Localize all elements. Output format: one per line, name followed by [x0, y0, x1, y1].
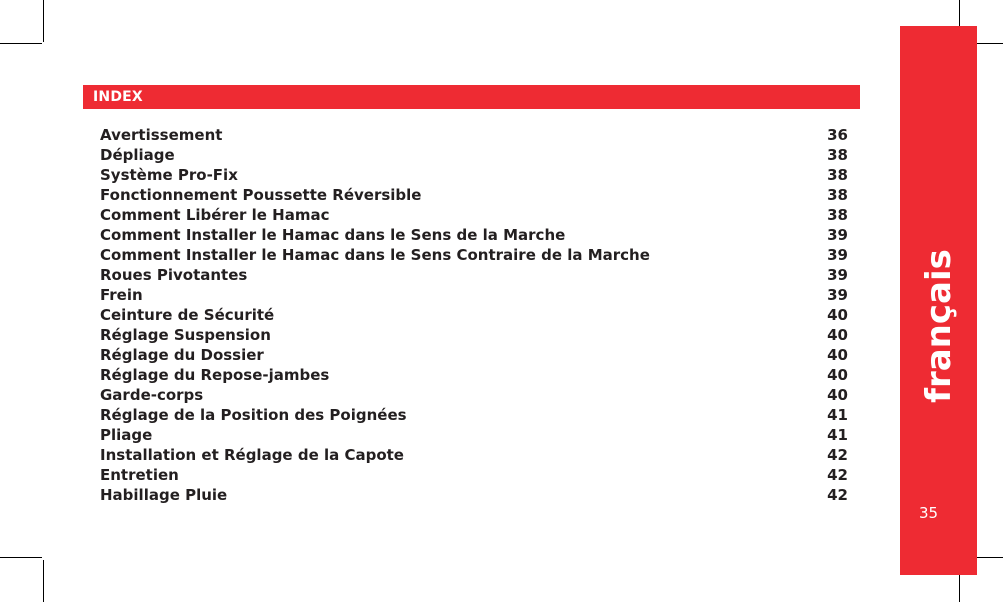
toc-entry-label: Comment Installer le Hamac dans le Sens de la Marche — [100, 226, 566, 244]
toc-entry-page: 40 — [827, 306, 848, 324]
toc-entry[interactable] — [100, 425, 848, 445]
table-of-contents — [100, 125, 848, 505]
page-number: 35 — [919, 504, 939, 522]
toc-entry-page: 40 — [827, 386, 848, 404]
toc-entry-page: 38 — [827, 206, 848, 224]
toc-entry-page: 41 — [827, 426, 848, 444]
toc-entry-page: 40 — [827, 326, 848, 344]
toc-entry-page: 38 — [827, 186, 848, 204]
toc-entry-label: Garde-corps — [100, 386, 204, 404]
toc-entry[interactable] — [100, 205, 848, 225]
toc-entry[interactable] — [100, 225, 848, 245]
toc-entry-label: Entretien — [100, 466, 179, 484]
toc-entry[interactable] — [100, 325, 848, 345]
toc-entry-page: 36 — [827, 126, 848, 144]
toc-entry-page: 42 — [827, 486, 848, 504]
toc-entry-page: 39 — [827, 266, 848, 284]
toc-entry-page: 38 — [827, 146, 848, 164]
toc-entry-label: Ceinture de Sécurité — [100, 306, 275, 324]
toc-entry-label: Pliage — [100, 426, 153, 444]
crop-mark — [43, 0, 44, 42]
toc-entry[interactable] — [100, 305, 848, 325]
language-side-tab — [900, 26, 977, 575]
language-label: français — [919, 249, 959, 403]
toc-entry-page: 39 — [827, 226, 848, 244]
toc-entry-label: Dépliage — [100, 146, 175, 164]
toc-entry-label: Réglage de la Position des Poignées — [100, 406, 407, 424]
toc-entry[interactable] — [100, 265, 848, 285]
toc-entry-page: 42 — [827, 446, 848, 464]
toc-entry-label: Avertissement — [100, 126, 223, 144]
toc-entry[interactable] — [100, 485, 848, 505]
toc-entry[interactable] — [100, 405, 848, 425]
toc-entry[interactable] — [100, 165, 848, 185]
toc-entry-page: 39 — [827, 246, 848, 264]
toc-entry-label: Installation et Réglage de la Capote — [100, 446, 404, 464]
toc-entry-page: 41 — [827, 406, 848, 424]
toc-entry-page: 40 — [827, 346, 848, 364]
crop-mark — [0, 557, 42, 558]
crop-mark — [0, 43, 42, 44]
toc-entry-label: Réglage du Dossier — [100, 346, 264, 364]
toc-entry-label: Réglage du Repose-jambes — [100, 366, 330, 384]
index-header-bar — [83, 85, 860, 109]
toc-entry[interactable] — [100, 365, 848, 385]
toc-entry[interactable] — [100, 245, 848, 265]
toc-entry-label: Habillage Pluie — [100, 486, 228, 504]
toc-entry-page: 40 — [827, 366, 848, 384]
toc-entry-label: Système Pro-Fix — [100, 166, 238, 184]
toc-entry-page: 42 — [827, 466, 848, 484]
toc-entry[interactable] — [100, 285, 848, 305]
toc-entry-label: Comment Installer le Hamac dans le Sens Contraire de la Marche — [100, 246, 650, 264]
crop-mark — [43, 560, 44, 602]
toc-entry[interactable] — [100, 385, 848, 405]
toc-entry-label: Fonctionnement Poussette Réversible — [100, 186, 422, 204]
toc-entry-page: 38 — [827, 166, 848, 184]
index-title: INDEX — [93, 89, 143, 105]
toc-entry-label: Roues Pivotantes — [100, 266, 248, 284]
toc-entry-label: Frein — [100, 286, 143, 304]
toc-entry-label: Comment Libérer le Hamac — [100, 206, 330, 224]
toc-entry[interactable] — [100, 445, 848, 465]
toc-entry[interactable] — [100, 185, 848, 205]
toc-entry[interactable] — [100, 145, 848, 165]
toc-entry[interactable] — [100, 465, 848, 485]
toc-entry-label: Réglage Suspension — [100, 326, 271, 344]
toc-entry[interactable] — [100, 125, 848, 145]
toc-entry-page: 39 — [827, 286, 848, 304]
toc-entry[interactable] — [100, 345, 848, 365]
